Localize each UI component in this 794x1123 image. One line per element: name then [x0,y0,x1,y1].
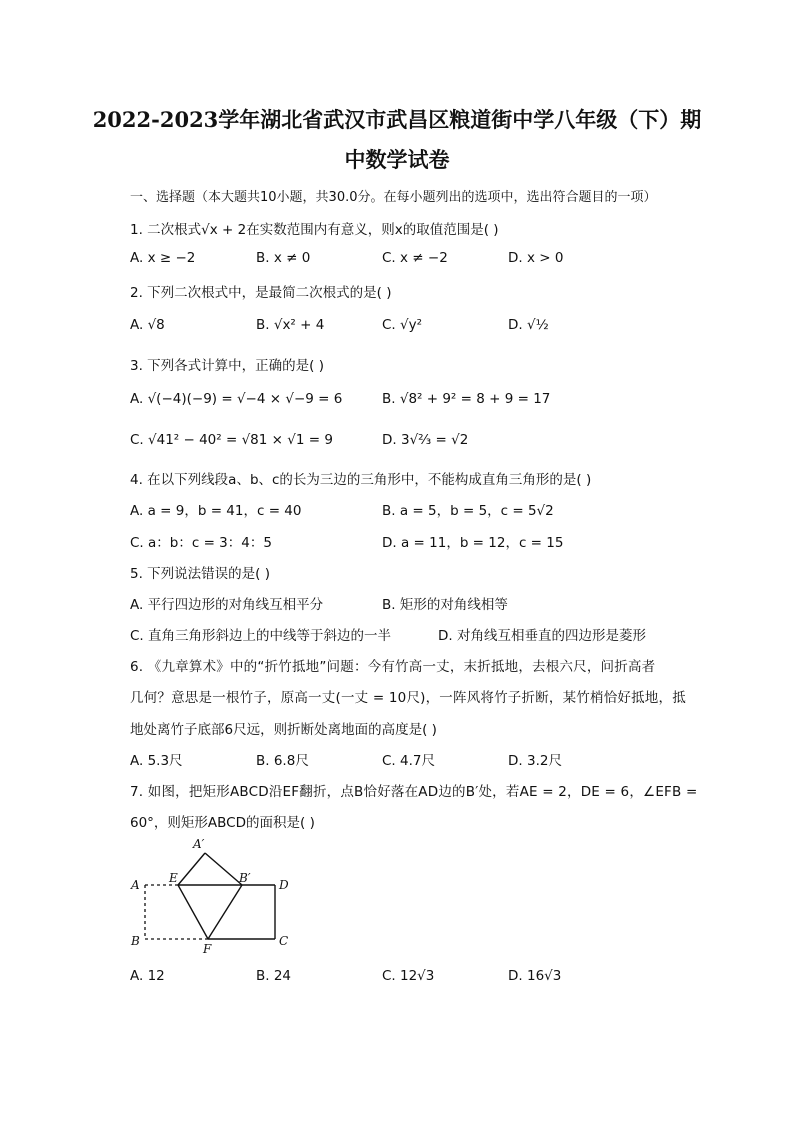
label-a: A [131,878,140,892]
q4-option-b: B. a = 5，b = 5，c = 5√2 [382,503,554,519]
question-4-stem: 4. 在以下列线段a、b、c的长为三边的三角形中，不能构成直角三角形的是( ) [130,472,592,488]
q4-option-d: D. a = 11，b = 12，c = 15 [382,535,564,551]
question-1-stem: 1. 二次根式√x + 2在实数范围内有意义，则x的取值范围是( ) [130,222,499,238]
q1-option-c: C. x ≠ −2 [382,250,448,266]
q1-option-a: A. x ≥ −2 [130,250,196,266]
label-a-prime: A′ [193,837,205,851]
label-d: D [279,878,289,892]
q1-option-b: B. x ≠ 0 [256,250,311,266]
question-5-stem: 5. 下列说法错误的是( ) [130,566,270,582]
q5-option-d: D. 对角线互相垂直的四边形是菱形 [438,628,646,644]
q5-option-c: C. 直角三角形斜边上的中线等于斜边的一半 [130,628,392,644]
rectangle-fold-figure [125,835,305,960]
q2-option-b: B. √x² + 4 [256,317,325,333]
q3-option-c: C. √41² − 40² = √81 × √1 = 9 [130,432,333,448]
q6-option-d: D. 3.2尺 [508,753,562,769]
q3-option-d: D. 3√⅔ = √2 [382,432,469,448]
title-line-2: 中数学试卷 [344,147,450,172]
segment-bprime-f [208,885,242,939]
q7-option-b: B. 24 [256,968,292,984]
label-f: F [203,942,212,956]
segment-aprime-e [178,853,205,885]
page-title [60,100,734,180]
question-6-stem-2: 几何？意思是一根竹子，原高一丈(一丈 = 10尺)，一阵风将竹子折断，某竹梢恰好抵地，抵 [130,690,686,706]
segment-aprime-bprime [205,853,242,885]
q7-option-d: D. 16√3 [508,968,562,984]
question-3-stem: 3. 下列各式计算中，正确的是( ) [130,358,324,374]
label-b-prime: B′ [239,871,251,885]
q2-option-c: C. √y² [382,317,423,333]
section-heading: 一、选择题（本大题共10小题，共30.0分。在每小题列出的选项中，选出符合题目的一项） [130,190,657,205]
q2-option-d: D. √½ [508,317,549,333]
q7-option-c: C. 12√3 [382,968,435,984]
q7-option-a: A. 12 [130,968,165,984]
question-6-stem: 6. 《九章算术》中的“折竹抵地”问题：今有竹高一丈，末折抵地，去根六尺，问折高者 [130,659,656,675]
q4-option-c: C. a：b：c = 3：4：5 [130,535,272,551]
q5-option-b: B. 矩形的对角线相等 [382,597,508,613]
question-7-stem-2: 60°，则矩形ABCD的面积是( ) [130,815,315,831]
question-2-stem: 2. 下列二次根式中，是最简二次根式的是( ) [130,285,392,301]
q6-option-b: B. 6.8尺 [256,753,309,769]
label-e: E [169,871,178,885]
label-b: B [131,934,140,948]
q6-option-a: A. 5.3尺 [130,753,183,769]
q6-option-c: C. 4.7尺 [382,753,435,769]
title-line-1: 2022-2023学年湖北省武汉市武昌区粮道街中学八年级（下）期 [92,107,702,132]
label-c: C [279,934,289,948]
q1-option-d: D. x > 0 [508,250,564,266]
q3-option-a: A. √(−4)(−9) = √−4 × √−9 = 6 [130,391,343,407]
question-7-stem: 7. 如图，把矩形ABCD沿EF翻折，点B恰好落在AD边的B′处，若AE = 2，DE = 6，∠EFB = [130,784,698,800]
q5-option-a: A. 平行四边形的对角线互相平分 [130,597,324,613]
segment-ef [178,885,208,939]
q4-option-a: A. a = 9，b = 41，c = 40 [130,503,302,519]
q2-option-a: A. √8 [130,317,165,333]
question-6-stem-3: 地处离竹子底部6尺远，则折断处离地面的高度是( ) [130,722,437,738]
q3-option-b: B. √8² + 9² = 8 + 9 = 17 [382,391,551,407]
